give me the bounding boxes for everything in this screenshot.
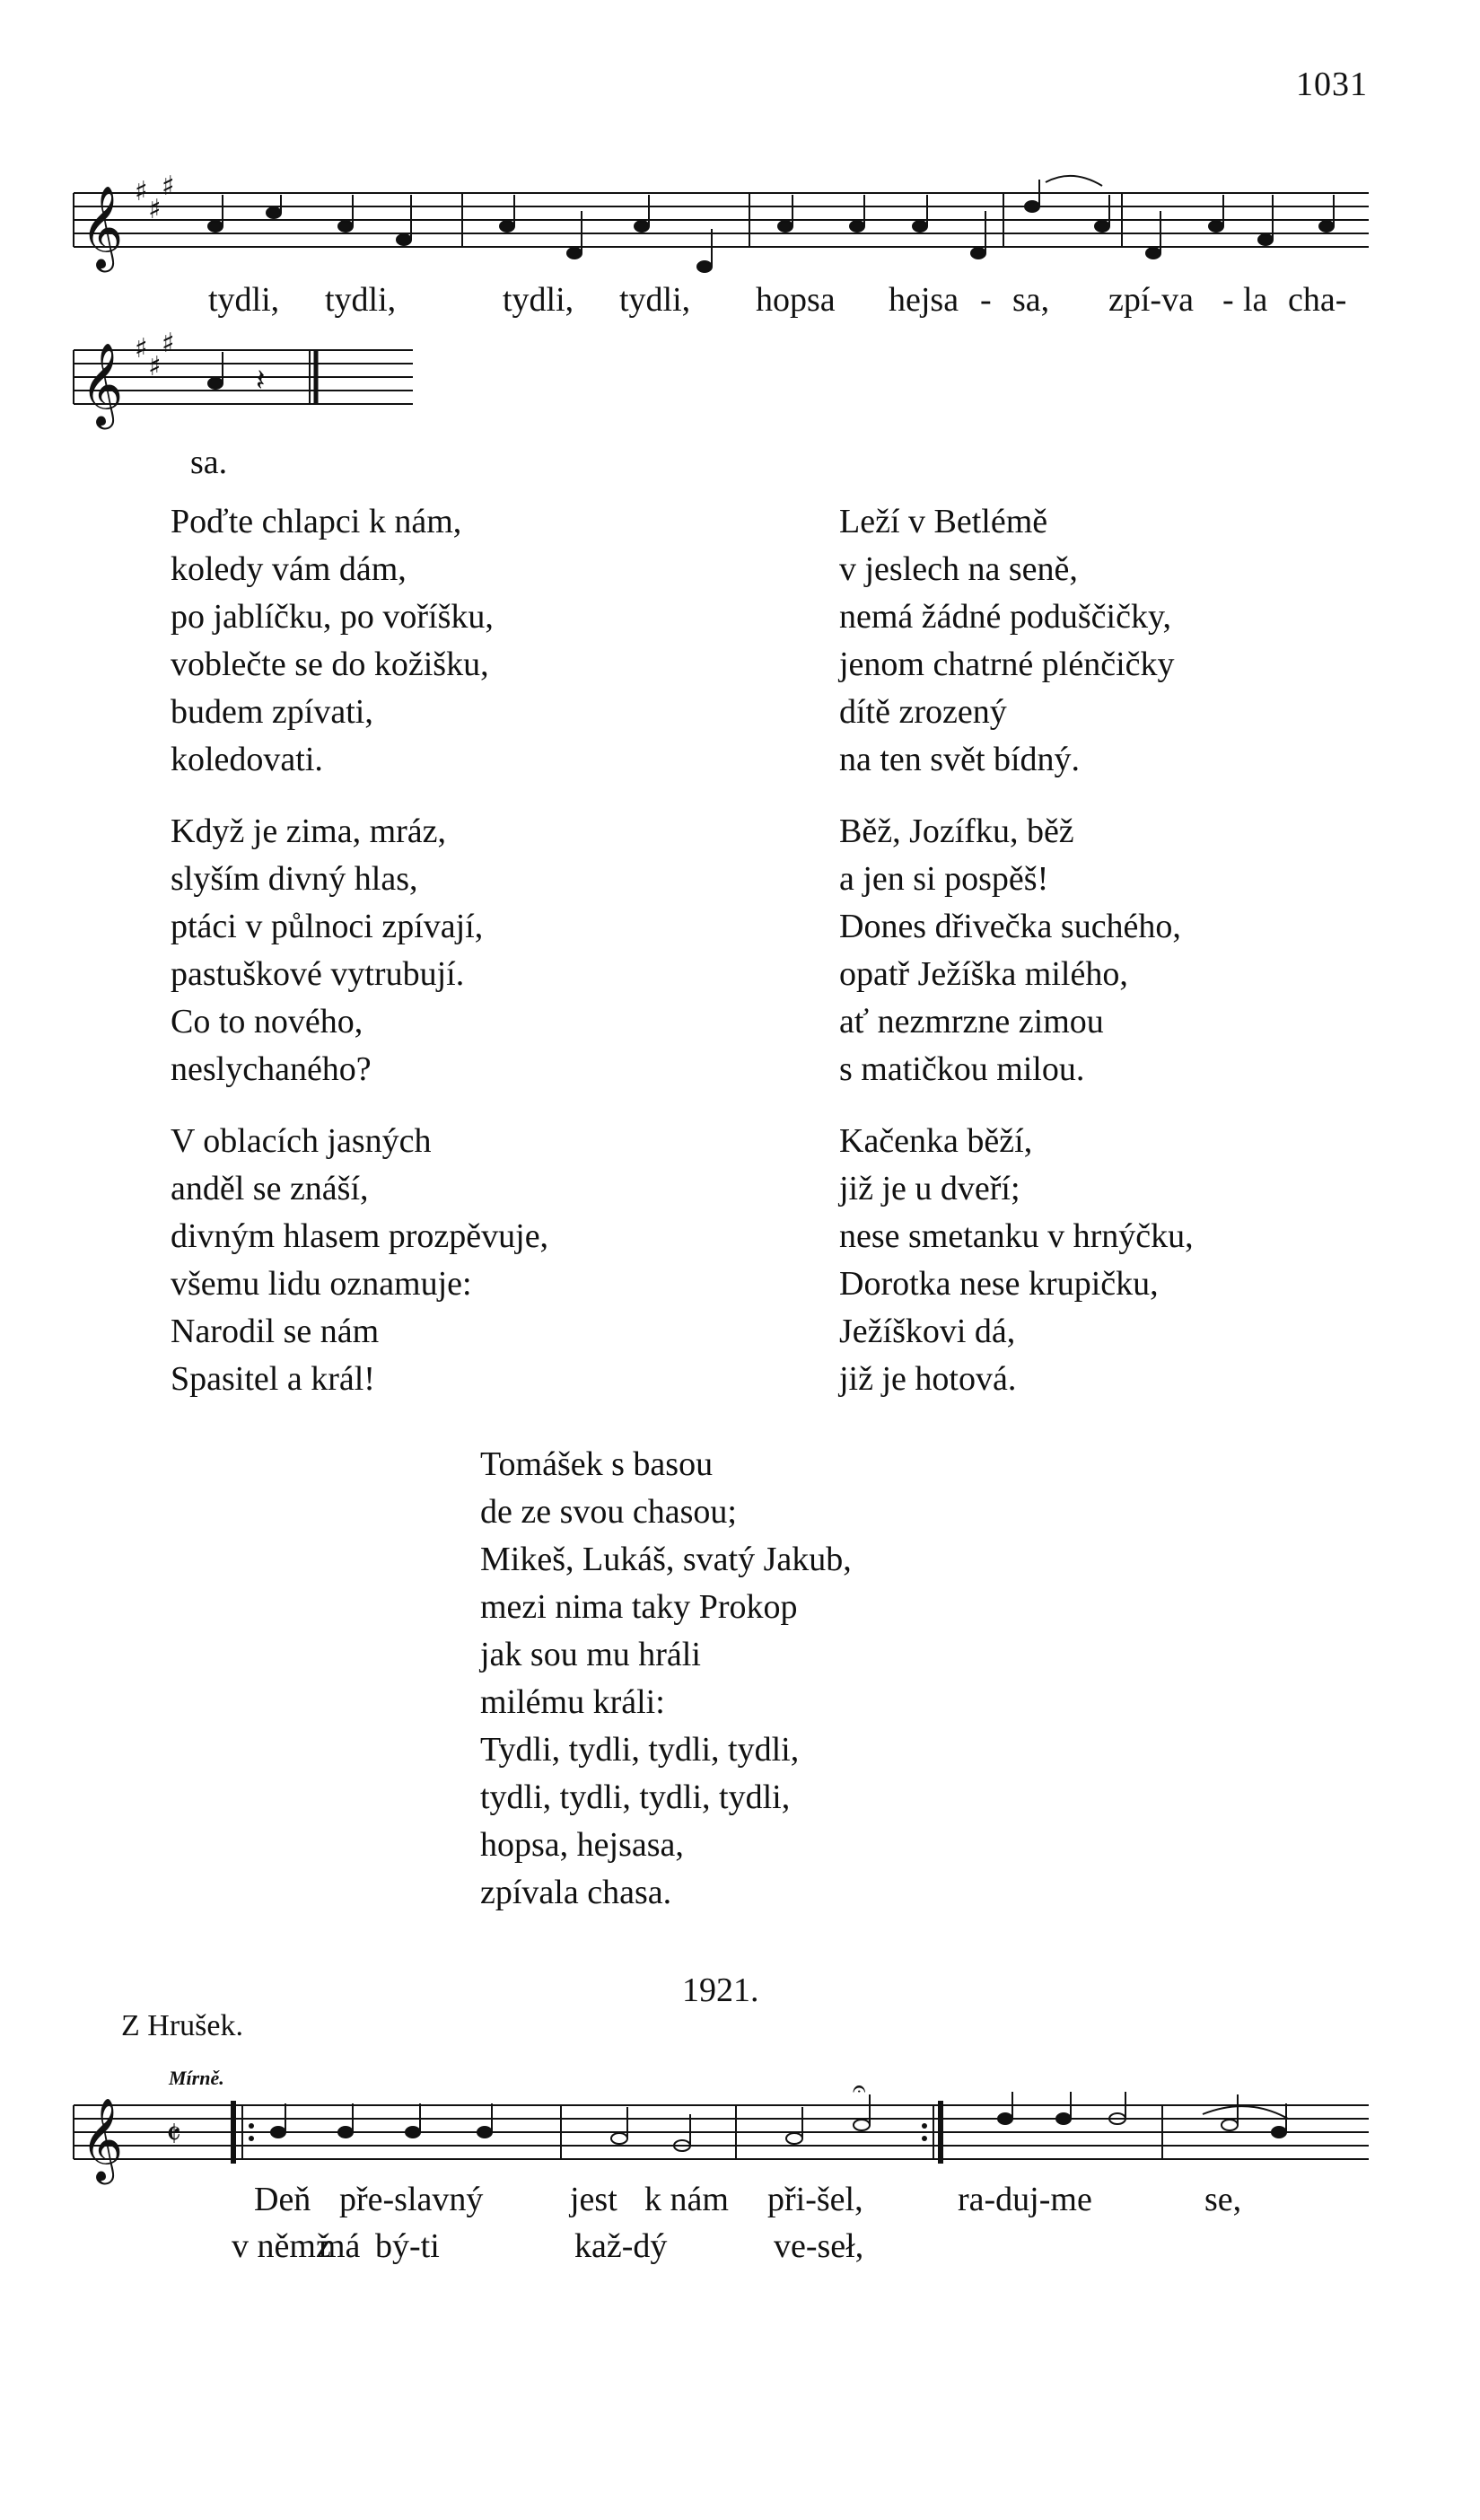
lyric-syllable: tydli, [503, 281, 574, 319]
sharp-icon: ♯ [162, 328, 175, 359]
verse-line: a jen si pospěš! [839, 860, 1049, 898]
verse-line: milému králi: [480, 1683, 665, 1721]
verse-line: Ježíškovi dá, [839, 1313, 1016, 1350]
stanza-left-3 [171, 1118, 548, 1403]
verse-line: opatř Ježíška milého, [839, 955, 1128, 993]
verse-line: mezi nima taky Prokop [480, 1588, 798, 1626]
lyric-syllable: sa, [1012, 281, 1050, 319]
song-origin: Z Hrušek. [121, 2009, 243, 2042]
sharp-icon: ♯ [148, 194, 162, 225]
lyric-syllable: - [1222, 281, 1234, 319]
stanza-right-3 [839, 1118, 1194, 1403]
treble-clef-icon: 𝄞 [81, 2097, 124, 2181]
verse-line: Dorotka nese krupičku, [839, 1265, 1159, 1303]
verse-line: Co to nového, [171, 1003, 363, 1040]
verse-line: Narodil se nám [171, 1313, 380, 1350]
verse-line: de ze svou chasou; [480, 1493, 737, 1531]
fermata-icon: 𝄐 [853, 2076, 866, 2103]
verse-line: Tomášek s basou [480, 1445, 714, 1483]
verse-line: po jablíčku, po voříšku, [171, 598, 494, 636]
verse-line: ptáci v půlnoci zpívají, [171, 908, 484, 945]
verse-line: budem zpívati, [171, 693, 373, 731]
lyric-syllable: kaž-dý [574, 2227, 668, 2265]
verse-line: na ten svět bídný. [839, 741, 1081, 778]
lyric-syllable: se, [1204, 2181, 1242, 2218]
verse-line: pastuškové vytrubují. [171, 955, 465, 993]
lyric-syllable: tydli, [619, 281, 691, 319]
lyric-syllable: při-šel, [767, 2181, 863, 2218]
stanza-left-2 [171, 808, 483, 1093]
sharp-icon: ♯ [162, 171, 175, 202]
verse-line: hopsa, hejsasa, [480, 1826, 684, 1864]
sharp-icon: ♯ [148, 351, 162, 382]
verse-line: nemá žádné poduščičky, [839, 598, 1171, 636]
verse-line: jenom chatrné plénčičky [839, 645, 1175, 683]
common-time-icon: 𝄵 [166, 2114, 181, 2154]
verse-line: V oblacích jasných [171, 1122, 432, 1160]
note-head [208, 378, 223, 389]
lyric-syllable: tydli, [208, 281, 280, 319]
lyric-syllable: k nám [644, 2181, 729, 2218]
tempo-marking: Mírně. [169, 2067, 224, 2089]
lyric-syllable: - [980, 281, 992, 319]
verse-line: koledy vám dám, [171, 550, 407, 588]
sharp-icon: ♯ [135, 176, 148, 207]
rest-icon: 𝄽 [256, 363, 266, 399]
stanza-right-2 [839, 808, 1181, 1093]
lyric-syllable: sa. [190, 443, 228, 481]
verse-line: Kačenka běží, [839, 1122, 1033, 1160]
verse-line: Tydli, tydli, tydli, tydli, [480, 1731, 800, 1769]
verse-line: dítě zrozený [839, 693, 1007, 731]
lyric-syllable: zpí-va [1108, 281, 1194, 319]
lyric-syllable: Deň [254, 2181, 311, 2218]
verse-line: zpívala chasa. [480, 1874, 672, 1911]
music-staff-system-2 [0, 328, 449, 440]
verse-line: Poďte chlapci k nám, [171, 503, 462, 540]
verse-line: s matičkou milou. [839, 1050, 1085, 1088]
lyric-syllable: ve-seł, [774, 2227, 864, 2265]
page-number: 1031 [1296, 66, 1368, 103]
stanza-right-1 [839, 498, 1175, 784]
lyric-syllable: pře-slavný [339, 2181, 484, 2218]
verse-line: koledovati. [171, 741, 323, 778]
lyric-syllable: cha- [1288, 281, 1347, 319]
treble-clef-icon: 𝄞 [81, 185, 124, 268]
verse-line: voblečte se do kožišku, [171, 645, 489, 683]
lyric-syllable: ra-duj-me [958, 2181, 1092, 2218]
lyric-syllable: bý-ti [375, 2227, 440, 2265]
verse-line: divným hlasem prozpěvuje, [171, 1217, 549, 1255]
treble-clef-icon: 𝄞 [81, 342, 124, 426]
verse-line: Běž, Jozífku, běž [839, 812, 1074, 850]
lyric-syllable: má [319, 2227, 361, 2265]
sharp-icon: ♯ [135, 333, 148, 364]
verse-line: tydli, tydli, tydli, tydli, [480, 1778, 791, 1816]
verse-line: Mikeš, Lukáš, svatý Jakub, [480, 1541, 852, 1578]
lyric-syllable: v němž [232, 2227, 331, 2265]
verse-line: neslychaného? [171, 1050, 372, 1088]
stanza-left-1 [171, 498, 494, 784]
verse-line: ať nezmrzne zimou [839, 1003, 1104, 1040]
verse-line: již je hotová. [839, 1360, 1017, 1398]
verse-line: Když je zima, mráz, [171, 812, 447, 850]
verse-line: Spasitel a král! [171, 1360, 375, 1398]
lyric-syllable: jest [570, 2181, 617, 2218]
verse-line: nese smetanku v hrnýčku, [839, 1217, 1194, 1255]
verse-line: jak sou mu hráli [480, 1636, 701, 1673]
verse-line: v jeslech na seně, [839, 550, 1078, 588]
verse-line: slyším divný hlas, [171, 860, 418, 898]
verse-line: Dones dřivečka suchého, [839, 908, 1181, 945]
verse-line: Leží v Betlémě [839, 503, 1048, 540]
lyric-syllable: hejsa [889, 281, 959, 319]
verse-line: všemu lidu oznamuje: [171, 1265, 472, 1303]
song-number: 1921. [682, 1971, 759, 2009]
stanza-center [480, 1441, 852, 1917]
lyric-syllable: tydli, [325, 281, 397, 319]
lyric-syllable: la [1243, 281, 1268, 319]
verse-line: anděl se znáší, [171, 1170, 369, 1207]
verse-line: již je u dveří; [839, 1170, 1020, 1207]
lyric-syllable: hopsa [756, 281, 836, 319]
